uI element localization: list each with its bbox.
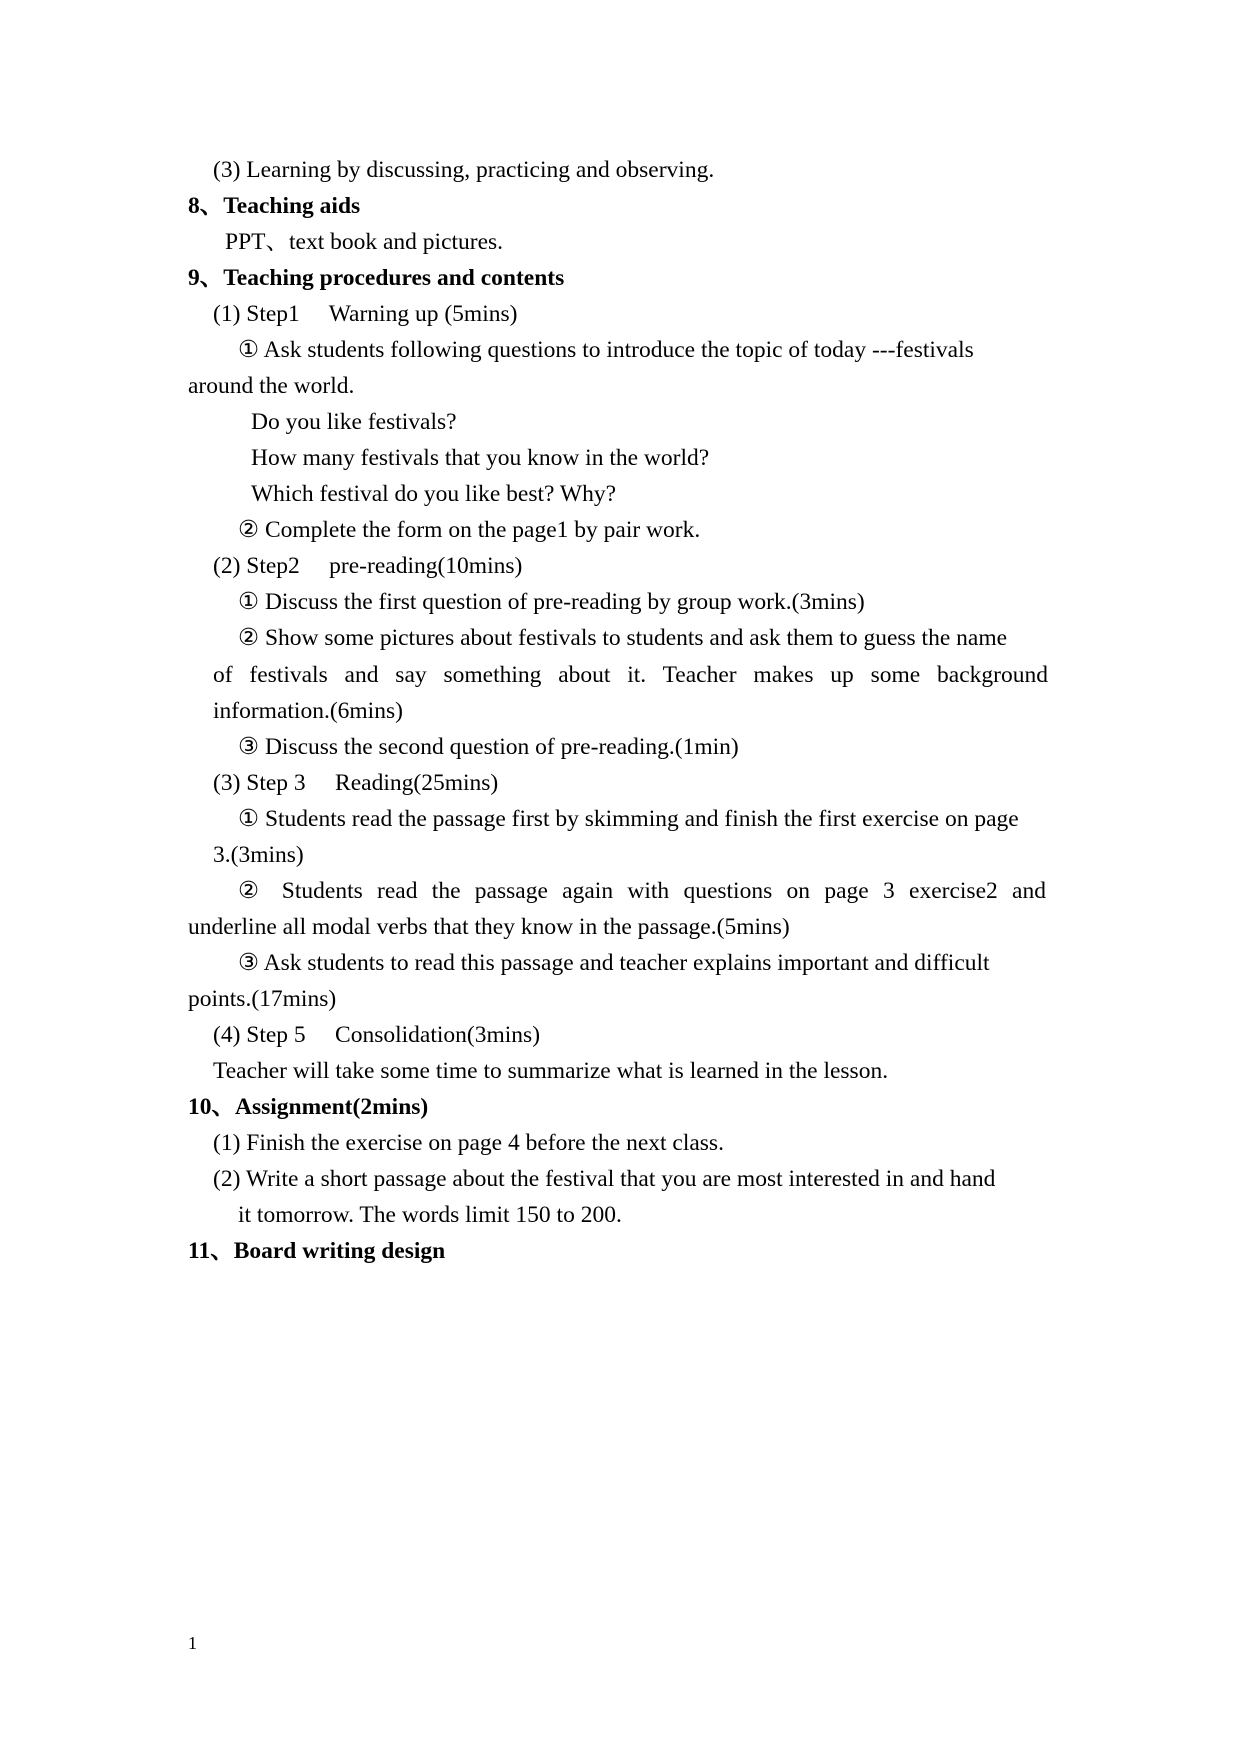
section-heading-board-writing: 11、Board writing design xyxy=(188,1238,446,1264)
assignment-item-2-continued: it tomorrow. The words limit 150 to 200. xyxy=(238,1202,622,1228)
step3-item-3-continued: points.(17mins) xyxy=(188,986,337,1012)
question-line: How many festivals that you know in the world? xyxy=(251,445,710,471)
step1-heading: (1) Step1 Warning up (5mins) xyxy=(213,301,518,327)
section-heading-teaching-aids: 8、Teaching aids xyxy=(188,193,361,219)
step3-item-2-continued: underline all modal verbs that they know in the passage.(5mins) xyxy=(188,914,790,940)
step1-item-1: ① Ask students following questions to introduce the topic of today ---festivals xyxy=(238,337,974,363)
section-heading-assignment: 10、Assignment(2mins) xyxy=(188,1094,429,1120)
step3-item-3: ③ Ask students to read this passage and teacher explains important and difficult xyxy=(238,950,990,976)
step2-item-3: ③ Discuss the second question of pre-reading.(1min) xyxy=(238,734,739,760)
learning-method-item: (3) Learning by discussing, practicing and observing. xyxy=(213,157,715,183)
step3-item-1-continued: 3.(3mins) xyxy=(213,842,304,868)
step2-item-2: ② Show some pictures about festivals to students and ask them to guess the name xyxy=(238,625,1008,651)
consolidation-text: Teacher will take some time to summarize what is learned in the lesson. xyxy=(213,1058,889,1084)
step2-item-2-continued: of festivals and say something about it. Teacher makes up some background xyxy=(213,662,1048,688)
step2-item-2-end: information.(6mins) xyxy=(213,698,403,724)
step2-heading: (2) Step2 pre-reading(10mins) xyxy=(213,553,523,579)
step3-item-2: ② Students read the passage again with questions on page 3 exercise2 and xyxy=(238,878,1046,904)
assignment-item-1: (1) Finish the exercise on page 4 before the next class. xyxy=(213,1130,724,1156)
step3-heading: (3) Step 3 Reading(25mins) xyxy=(213,770,499,796)
section-heading-teaching-procedures: 9、Teaching procedures and contents xyxy=(188,265,565,291)
page-number: 1 xyxy=(188,1633,197,1653)
step2-item-1: ① Discuss the first question of pre-reading by group work.(3mins) xyxy=(238,589,865,615)
assignment-item-2: (2) Write a short passage about the festival that you are most interested in and hand xyxy=(213,1166,996,1192)
question-line: Do you like festivals? xyxy=(251,409,457,435)
step5-heading: (4) Step 5 Consolidation(3mins) xyxy=(213,1022,541,1048)
question-line: Which festival do you like best? Why? xyxy=(251,481,617,507)
teaching-aids-text: PPT、text book and pictures. xyxy=(225,229,504,255)
step3-item-1: ① Students read the passage first by skimming and finish the first exercise on page xyxy=(238,806,1019,832)
step1-item-2: ② Complete the form on the page1 by pair work. xyxy=(238,517,701,543)
step1-item-1-continued: around the world. xyxy=(188,373,355,399)
